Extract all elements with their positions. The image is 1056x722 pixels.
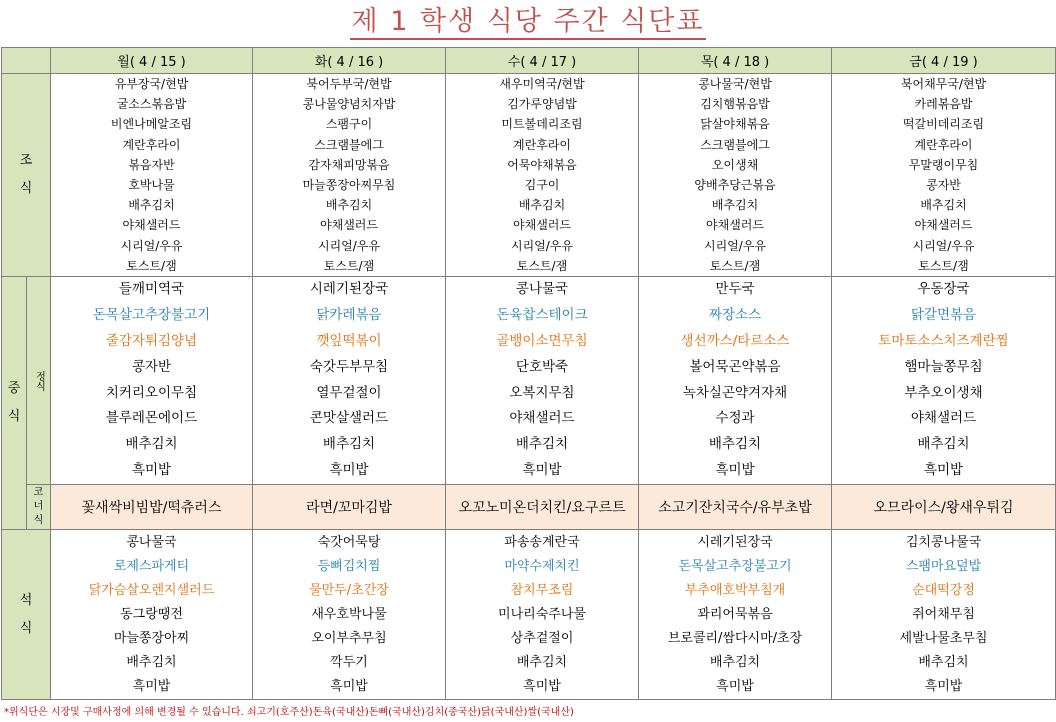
menu-item: 배추김치: [516, 654, 568, 670]
day-header: 목( 4 / 18 ): [639, 48, 832, 74]
menu-item: 시리얼/우유: [912, 238, 975, 253]
menu-item: 닭가슴살오렌지샐러드: [88, 582, 215, 598]
menu-item: 콩자반: [131, 358, 172, 375]
corner-menu: 오므라이스/왕새우튀김: [832, 485, 1056, 530]
menu-item: 마늘쫑장아찌: [113, 630, 190, 646]
breakfast-cell: [446, 74, 639, 277]
menu-item: 야채샐러드: [122, 218, 181, 233]
menu-item: 숙갓어묵탕: [317, 534, 381, 550]
menu-item: 계란후라이: [122, 137, 181, 152]
menu-item: 비엔나메알조림: [110, 117, 193, 132]
label-char: 중: [7, 381, 21, 396]
menu-item: 흑미밥: [715, 461, 755, 478]
menu-item: 녹차실곤약겨자채: [682, 384, 788, 401]
menu-item: 단호박죽: [515, 358, 569, 375]
menu-item: 스팸구이: [325, 117, 373, 132]
label-char: 코: [33, 487, 44, 498]
menu-item: 시리얼/우유: [703, 238, 766, 253]
menu-item: 토마토소스치즈계란찜: [878, 332, 1009, 349]
breakfast-cell: [253, 74, 446, 277]
menu-item: 유부장국/현밥: [114, 77, 189, 92]
menu-item: 양배추당근볶음: [694, 178, 776, 192]
label-char: 식: [19, 620, 33, 636]
menu-item: 시리얼/우유: [317, 238, 380, 253]
menu-item: 치커리오이무침: [105, 384, 198, 401]
lunch-row: [2, 277, 1056, 485]
lunch-cell: [639, 277, 832, 485]
menu-item: 토스트/잼: [323, 258, 375, 273]
menu-item: 떡갈비데리조림: [902, 117, 985, 132]
breakfast-row: [2, 74, 1056, 277]
corner-menu: 소고기잔치국수/유부초밥: [639, 485, 832, 530]
menu-item: 닭갈면볶음: [910, 307, 977, 324]
menu-item: 동그랑땡전: [120, 606, 183, 622]
menu-item: 부추오이생채: [904, 384, 983, 401]
menu-item: 물만두/초간장: [309, 582, 389, 598]
menu-item: 시리얼/우유: [120, 238, 183, 253]
label-char: 너: [33, 501, 44, 512]
corner-label: [27, 485, 51, 530]
label-char: 석: [19, 592, 33, 608]
day-header: 화( 4 / 16 ): [253, 48, 446, 74]
menu-item: 굴소스볶음밥: [116, 97, 187, 112]
menu-item: 파송송계란국: [504, 534, 580, 550]
menu-item: 배추김치: [518, 198, 566, 213]
menu-item: 콩나물양념치자밥: [302, 97, 396, 112]
menu-item: 시레기된장국: [309, 281, 389, 298]
footnote: *위식단은 시장및 구매사정에 의해 변경될 수 있습니다. 쇠고기(호주산)돈육(국내산)돈뼈(국내산)김치(중국산)닭(국내산)쌀(국내산): [4, 707, 574, 718]
menu-item: 수정과: [715, 410, 755, 427]
menu-item: 무말랭이무침: [908, 157, 979, 172]
menu-item: 만두국: [715, 281, 755, 298]
menu-item: 북어두부국/현밥: [306, 77, 392, 92]
menu-item: 마늘쫑장아찌무침: [302, 178, 396, 192]
menu-item: 카레볶음밥: [914, 97, 973, 112]
menu-item: 시레기된장국: [697, 534, 773, 550]
menu-item: 북어채무국/현밥: [900, 77, 987, 92]
menu-item: 토스트/잼: [918, 258, 969, 273]
menu-item: 쥐어채무침: [912, 606, 975, 622]
menu-item: 배추김치: [125, 436, 178, 453]
menu-item: 호박나물: [128, 178, 175, 192]
menu-item: 배추김치: [711, 198, 759, 213]
menu-item: 미트볼데리조림: [501, 117, 583, 132]
menu-item: 새우호박나물: [311, 606, 387, 622]
menu-item: 야채샐러드: [513, 218, 571, 233]
menu-item: 오이부추무침: [311, 630, 387, 646]
dinner-cell: [832, 530, 1056, 700]
menu-item: 흑미밥: [330, 678, 368, 694]
menu-item: 흑미밥: [329, 461, 369, 478]
title-area: [0, 0, 1056, 47]
menu-item: 배추김치: [515, 436, 569, 453]
header-row: [2, 48, 1056, 74]
menu-item: 세발나물초무침: [899, 630, 988, 646]
menu-item: 마약수제치킨: [504, 558, 580, 574]
header-corner: [2, 48, 51, 74]
day-header: 금( 4 / 19 ): [832, 48, 1056, 74]
corner-menu: 라면/꼬마김밥: [253, 485, 446, 530]
menu-item: 흑미밥: [523, 678, 561, 694]
menu-item: 배추김치: [126, 654, 177, 670]
dinner-cell: [253, 530, 446, 700]
menu-item: 등뼈김치찜: [317, 558, 381, 574]
menu-item: 어묵야채볶음: [507, 157, 577, 172]
dinner-row: [2, 530, 1056, 700]
menu-item: 순대떡강정: [912, 582, 975, 598]
menu-item: 닭살야채볶음: [700, 117, 770, 132]
menu-item: 줄감자튀김양념: [105, 332, 198, 349]
menu-item: 김가루양념밥: [507, 97, 577, 112]
menu-item: 시리얼/우유: [510, 238, 573, 253]
menu-item: 짜장소스: [708, 307, 762, 324]
menu-item: 배추김치: [920, 198, 967, 213]
menu-item: 로제스파게티: [113, 558, 190, 574]
menu-item: 미나리숙주나물: [498, 606, 586, 622]
menu-item: 골뱅이소면무침: [496, 332, 588, 349]
menu-item: 오이생채: [711, 157, 759, 172]
menu-item: 햄마늘쫑무침: [904, 358, 983, 375]
menu-item: 야채샐러드: [320, 218, 378, 233]
menu-item: 돈목살고추장불고기: [678, 558, 792, 574]
menu-item: 돈목살고추장불고기: [92, 307, 211, 324]
day-header: 수( 4 / 17 ): [446, 48, 639, 74]
breakfast-cell: [51, 74, 253, 277]
menu-item: 깻잎떡볶이: [316, 332, 382, 349]
menu-item: 배추김치: [708, 436, 762, 453]
menu-item: 브로콜리/쌈다시마/초장: [667, 630, 803, 646]
menu-item: 계란후라이: [513, 137, 571, 152]
lunch-cell: [832, 277, 1056, 485]
menu-item: 콩나물국: [126, 534, 177, 550]
menu-item: 토스트/잼: [709, 258, 761, 273]
label-char: 조: [19, 153, 33, 168]
dinner-label: [2, 530, 51, 700]
menu-item: 콩나물국/현밥: [698, 77, 772, 92]
menu-item: 배추김치: [322, 436, 376, 453]
menu-item: 볶음자반: [128, 157, 175, 172]
menu-item: 김구이: [524, 178, 560, 192]
menu-item: 참치무조림: [510, 582, 574, 598]
dinner-cell: [639, 530, 832, 700]
menu-item: 배추김치: [917, 436, 970, 453]
menu-item: 우동장국: [917, 281, 970, 298]
menu-item: 배추김치: [918, 654, 969, 670]
lunch-cell: [51, 277, 253, 485]
dinner-cell: [51, 530, 253, 700]
menu-item: 블루레몬에이드: [105, 410, 198, 427]
breakfast-cell: [639, 74, 832, 277]
menu-item: 김치햄볶음밥: [700, 97, 770, 112]
lunch-cell: [446, 277, 639, 485]
menu-table: [1, 47, 1056, 700]
menu-item: 꽈리어묵볶음: [697, 606, 773, 622]
corner-menu: 꽃새싹비빔밥/떡츄러스: [51, 485, 253, 530]
page-title: 제 1 학생 식당 주간 식단표: [350, 6, 707, 40]
breakfast-cell: [832, 74, 1056, 277]
lunch-cell: [253, 277, 446, 485]
menu-item: 생선까스/타르소스: [680, 332, 790, 349]
menu-item: 볼어묵곤약볶음: [689, 358, 781, 375]
label-char: 식: [33, 515, 44, 526]
menu-item: 김치콩나물국: [905, 534, 982, 550]
menu-item: 상추겉절이: [510, 630, 574, 646]
lunch-main-label: 정식: [27, 277, 51, 485]
menu-item: 흑미밥: [131, 461, 172, 478]
lunch-label: [2, 277, 27, 530]
breakfast-label: [2, 74, 51, 277]
menu-item: 깍두기: [330, 654, 368, 670]
menu-item: 배추김치: [325, 198, 373, 213]
menu-item: 야채샐러드: [914, 218, 973, 233]
menu-item: 스팸마요덮밥: [905, 558, 982, 574]
menu-item: 야채샐러드: [509, 410, 575, 427]
menu-item: 흑미밥: [924, 678, 963, 694]
menu-item: 배추김치: [128, 198, 175, 213]
menu-item: 토스트/잼: [516, 258, 568, 273]
menu-item: 스크램블에그: [314, 137, 384, 152]
menu-item: 오복지무침: [509, 384, 575, 401]
menu-item: 숙갓두부무침: [309, 358, 389, 375]
menu-item: 감자채피망볶음: [308, 157, 390, 172]
menu-item: 흑미밥: [522, 461, 562, 478]
menu-item: 콩자반: [926, 178, 961, 192]
label-char: 식: [19, 181, 33, 196]
menu-item: 배추김치: [709, 654, 761, 670]
menu-item: 열무겉절이: [316, 384, 382, 401]
menu-item: 새우미역국/현밥: [499, 77, 585, 92]
menu-item: 닭카레볶음: [316, 307, 382, 324]
menu-item: 돈육찹스테이크: [496, 307, 588, 324]
menu-item: 콘맛살샐러드: [309, 410, 389, 427]
menu-item: 야채샐러드: [910, 410, 977, 427]
menu-item: 흑미밥: [716, 678, 754, 694]
corner-menu: 오꼬노미온더치킨/요구르트: [446, 485, 639, 530]
menu-item: 들깨미역국: [118, 281, 185, 298]
menu-item: 계란후라이: [914, 137, 973, 152]
menu-item: 토스트/잼: [126, 258, 177, 273]
dinner-cell: [446, 530, 639, 700]
corner-row: [2, 485, 1056, 530]
menu-item: 야채샐러드: [706, 218, 764, 233]
menu-item: 흑미밥: [132, 678, 171, 694]
menu-item: 콩나물국: [515, 281, 569, 298]
label-char: 식: [7, 409, 21, 424]
menu-item: 흑미밥: [923, 461, 964, 478]
day-header: 월( 4 / 15 ): [51, 48, 253, 74]
menu-item: 부추애호박부침개: [684, 582, 786, 598]
menu-item: 스크램블에그: [700, 137, 770, 152]
